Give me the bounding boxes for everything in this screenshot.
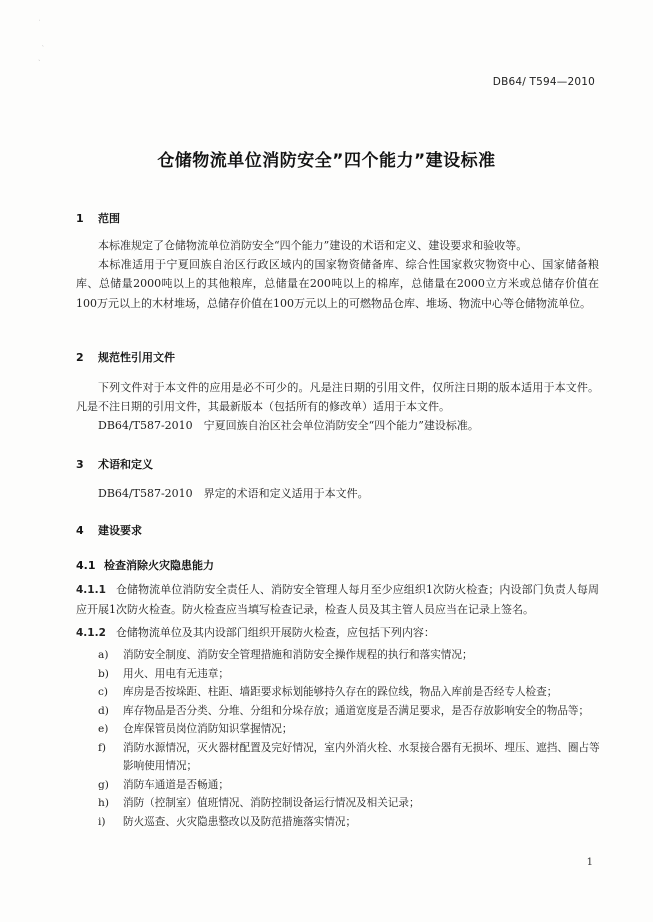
list-text: 消防（控制室）值班情况、消防控制设备运行情况及相关记录； [123, 797, 420, 809]
page-title: 仓储物流单位消防安全”四个能力”建设标准 [157, 151, 496, 171]
section-number: 3 [76, 458, 84, 471]
subsection-title: 检查消除火灾隐患能力 [104, 559, 214, 572]
list-text: 消防水源情况，灭火器材配置及完好情况，室内外消火栓、水泵接合器有无损坏、埋压、遮挡、圈占等影响使用情况； [123, 741, 600, 772]
section-number: 2 [76, 351, 84, 364]
list-item [98, 646, 601, 665]
list-text: 防火巡查、火灾隐患整改以及防范措施落实情况； [123, 815, 357, 828]
list-text: 用火、用电有无违章； [123, 667, 229, 680]
list-text: 消防安全制度、消防安全管理措施和消防安全操作规程的执行和落实情况； [123, 649, 473, 661]
section-3-heading [76, 456, 153, 472]
list-marker: i) [98, 815, 106, 828]
references-paragraph-1: 下列文件对于本文件的应用是必不可少的。凡是注日期的引用文件，仅所注日期的版本适用于本文件。凡是不注日期的引用文件，其最新版本（包括所有的修改单）适用于本文件。 [76, 381, 599, 414]
list-text: 库存物品是否分类、分堆、分组和分垛存放；通道宽度是否满足要求，是否存放影响安全的物品等； [123, 704, 590, 717]
list-item [98, 720, 601, 739]
clause-text: 仓储物流单位消防安全责任人、消防安全管理人每月至少应组织1次防火检查；内设部门负责人每周应开展1次防火检查。防火检查应当填写检查记录，检查人员及其主管人员应当在记录上签名。 [76, 583, 599, 616]
list-text: 仓库保管员岗位消防知识掌握情况； [123, 723, 293, 735]
list-text: 消防车通道是否畅通； [123, 778, 229, 791]
list-item [98, 683, 601, 702]
section-number: 4 [76, 524, 84, 537]
references-paragraph-2: DB64/T587-2010 宁夏回族自治区社会单位消防安全“四个能力”建设标准。 [98, 419, 479, 432]
subsection-number: 4.1 [76, 559, 96, 572]
section-1-heading [76, 210, 120, 226]
clause-number: 4.1.2 [76, 627, 106, 639]
list-item [98, 776, 601, 795]
list-marker: f) [98, 741, 107, 754]
list-marker: a) [98, 649, 109, 661]
list-marker: e) [98, 723, 109, 735]
section-title: 范围 [98, 212, 120, 225]
list-item [98, 794, 601, 813]
document-code: DB64/ T594—2010 [492, 76, 595, 88]
list-marker: d) [98, 704, 109, 717]
clause-4-1-1 [76, 580, 599, 619]
subsection-4-1-heading [76, 557, 214, 573]
page-number: 1 [586, 857, 593, 868]
scope-paragraph-2: 本标准适用于宁夏回族自治区行政区域内的国家物资储备库、综合性国家救灾物资中心、国家储备粮库、总储量2000吨以上的其他粮库，总储量在200吨以上的棉库，总储量在2000立方米或总储存价值在100万元以上的木材堆场，总储存价值在100万元以上的可燃物品仓库、堆场、物流中心等仓储物流单位。 [76, 258, 599, 310]
section-title: 术语和定义 [98, 458, 153, 471]
list-item [98, 665, 601, 684]
scan-specks: ˙ ˎ ˋ [38, 20, 44, 67]
clause-text: 仓储物流单位及其内设部门组织开展防火检查，应包括下列内容： [115, 626, 435, 639]
list-marker: b) [98, 667, 109, 680]
section-2-heading [76, 349, 175, 365]
list-marker: h) [98, 797, 109, 809]
list-text: 库房是否按垛距、柱距、墙距要求标划能够持久存在的跺位线，物品入库前是否经专人检查； [123, 686, 558, 698]
list-item [98, 813, 601, 832]
terms-paragraph: DB64/T587-2010 界定的术语和定义适用于本文件。 [98, 487, 369, 500]
scope-paragraph-1: 本标准规定了仓储物流单位消防安全“四个能力”建设的术语和定义、建设要求和验收等。 [98, 239, 528, 252]
section-4-heading [76, 522, 142, 538]
section-number: 1 [76, 212, 84, 225]
section-title: 建设要求 [98, 524, 142, 537]
inspection-items-list [98, 646, 601, 831]
clause-number: 4.1.1 [76, 584, 106, 596]
list-marker: c) [98, 686, 109, 698]
section-title: 规范性引用文件 [98, 351, 175, 364]
list-item [98, 702, 601, 721]
clause-4-1-2 [76, 623, 599, 643]
list-item [98, 739, 601, 776]
list-marker: g) [98, 778, 109, 791]
